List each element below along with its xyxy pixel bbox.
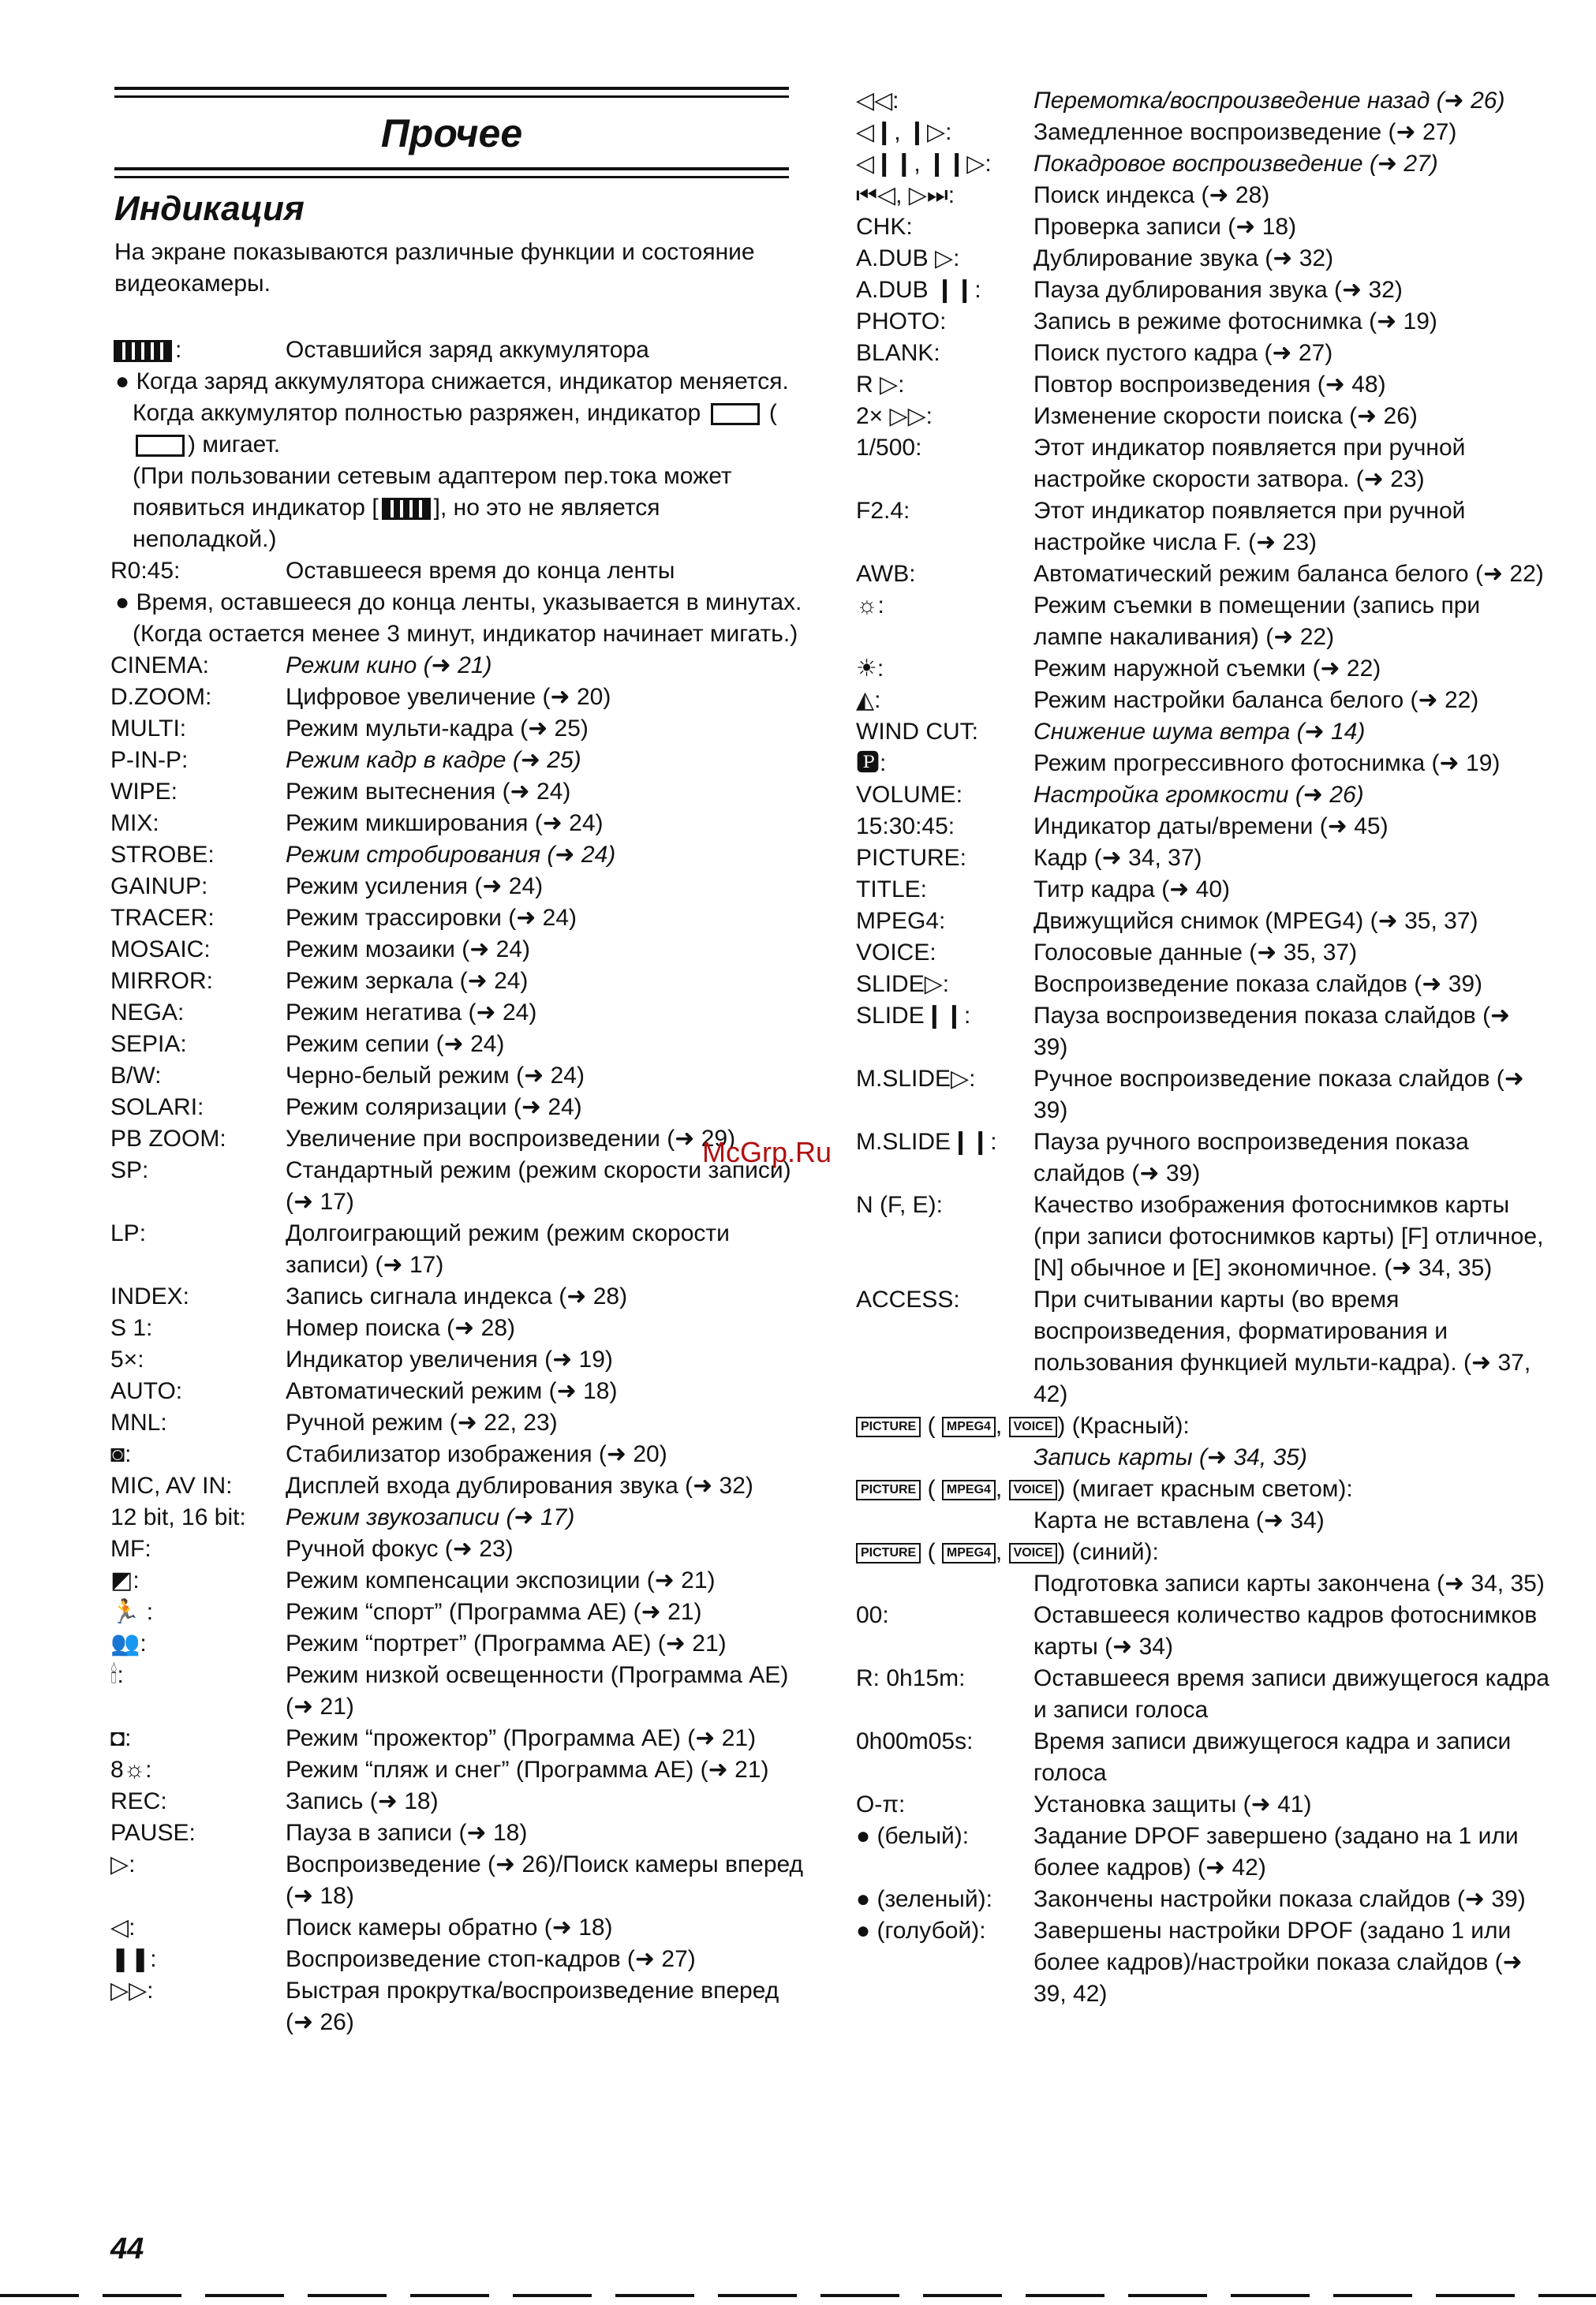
indicator-row: [856, 779, 1550, 811]
indicator-row: [110, 1092, 805, 1123]
indicator-description: Автоматический режим (➜ 18): [286, 1378, 618, 1404]
page-number: 44: [110, 2232, 144, 2266]
indicator-key: PHOTO:: [856, 308, 947, 334]
battery-note: (При пользовании сетевым адаптером пер.тока может появиться индикатор [ ], но это не является неполадкой.): [133, 463, 732, 552]
indicator-row: [856, 85, 1550, 117]
indicator-key: REC:: [110, 1788, 167, 1814]
indicator-key: A.DUB ❙❙:: [856, 277, 981, 303]
indicator-row: [110, 1218, 805, 1281]
card-indicator-head: PICTURE ( MPEG4 , VOICE ) (мигает красным светом):: [856, 1474, 1550, 1505]
indicator-key: ● (зеленый):: [856, 1886, 992, 1912]
indicator-description: Движущийся снимок (MPEG4) (➜ 35, 37): [1033, 908, 1478, 934]
indicator-key: ● (голубой):: [856, 1918, 986, 1944]
indicator-key: 8☼:: [110, 1757, 152, 1783]
indicator-row: [856, 653, 1550, 685]
indicator-key: WIND CUT:: [856, 719, 978, 745]
indicator-description: Запись сигнала индекса (➜ 28): [286, 1283, 628, 1309]
indicator-description: Режим микширования (➜ 24): [286, 810, 604, 836]
indicator-description: Снижение шума ветра (➜ 14): [1033, 719, 1366, 745]
picture-tag-icon: PICTURE: [856, 1543, 921, 1563]
mpeg-tag-icon: MPEG4: [942, 1480, 996, 1500]
indicator-key: 15:30:45:: [856, 813, 955, 839]
indicator-description: Режим “пляж и снег” (Программа AE) (➜ 21): [286, 1757, 769, 1783]
indicator-key: TITLE:: [856, 876, 928, 902]
indicator-row: [110, 713, 805, 745]
indicator-row: [856, 937, 1550, 969]
indicator-key: ❚❚:: [110, 1946, 157, 1972]
left-entries: [110, 650, 805, 2038]
indicator-key: ◁❙, ❙▷:: [856, 119, 952, 145]
indicator-description: Дисплей входа дублирования звука (➜ 32): [286, 1473, 753, 1499]
battery-label: Оставшийся заряд аккумулятора: [286, 337, 649, 363]
intro-text: На экране показываются различные функции и состояние видеокамеры.: [114, 239, 755, 297]
indicator-description: Увеличение при воспроизведении (➜ 29): [286, 1126, 736, 1152]
indicator-description: Перемотка/воспроизведение назад (➜ 26): [1033, 88, 1505, 114]
indicator-key: NEGA:: [110, 999, 185, 1025]
indicator-key: ☼:: [856, 592, 884, 618]
watermark: McGrp.Ru: [702, 1136, 832, 1168]
indicator-row: [110, 1628, 805, 1660]
indicator-description: Долгоиграющий режим (режим скорости записи) (➜ 17): [286, 1220, 730, 1278]
indicator-row: [856, 306, 1550, 338]
indicator-row: [856, 180, 1550, 211]
indicator-row: [856, 369, 1550, 401]
indicator-key: PICTURE:: [856, 845, 967, 871]
card-indicator-description: Запись карты (➜ 34, 35): [1033, 1444, 1307, 1470]
indicator-description: Режим сепии (➜ 24): [286, 1031, 505, 1057]
indicator-row: [856, 1663, 1550, 1726]
indicator-description: Режим компенсации экспозиции (➜ 21): [286, 1567, 716, 1593]
indicator-row: [856, 1789, 1550, 1821]
indicator-description: Пауза в записи (➜ 18): [286, 1820, 528, 1846]
indicator-key: ▷:: [110, 1851, 136, 1877]
indicator-description: Замедленное воспроизведение (➜ 27): [1033, 119, 1457, 145]
indicator-description: Режим усиления (➜ 24): [286, 873, 544, 899]
indicator-row: [856, 495, 1550, 559]
indicator-description: Покадровое воспроизведение (➜ 27): [1033, 151, 1438, 177]
indicator-key: ◙:: [110, 1441, 132, 1467]
indicator-key: D.ZOOM:: [110, 684, 212, 710]
indicator-row: [110, 1155, 805, 1218]
indicator-row: [856, 969, 1550, 1000]
card-indicator-head: PICTURE ( MPEG4 , VOICE ) (синий):: [856, 1537, 1550, 1568]
indicator-key: WIPE:: [110, 779, 178, 805]
indicator-row: [110, 1912, 805, 1944]
divider: [114, 95, 789, 98]
indicator-key: SLIDE❙❙:: [856, 1003, 971, 1029]
indicator-key: MIX:: [110, 810, 159, 836]
indicator-row: [110, 1376, 805, 1407]
indicator-key: SOLARI:: [110, 1094, 204, 1120]
battery-row: [110, 334, 805, 366]
indicator-row: [110, 1534, 805, 1565]
indicator-description: Дублирование звука (➜ 32): [1033, 245, 1334, 271]
subhead: Индикация: [114, 189, 305, 228]
indicator-key: B/W:: [110, 1063, 162, 1089]
indicator-key: ◩:: [110, 1567, 140, 1593]
indicator-key: S 1:: [110, 1315, 153, 1341]
picture-tag-icon: PICTURE: [856, 1480, 921, 1500]
indicator-key: MIC, AV IN:: [110, 1473, 233, 1499]
indicator-row: [856, 1190, 1550, 1284]
indicator-key: ◁◁:: [856, 88, 899, 114]
indicator-key: P-IN-P:: [110, 747, 189, 773]
indicator-description: Качество изображения фотоснимков карты (при записи фотоснимков карты) [F] отличное, [N] обычное и [E] экономичное. (➜ 34, 35): [1033, 1192, 1544, 1281]
indicator-row: [110, 1817, 805, 1849]
indicator-key: VOICE:: [856, 940, 936, 966]
divider: [114, 87, 789, 90]
card-entries: [856, 1410, 1550, 1600]
indicator-row: [110, 1470, 805, 1502]
indicator-row: [110, 1407, 805, 1439]
indicator-description: Воспроизведение показа слайдов (➜ 39): [1033, 971, 1483, 997]
indicator-row: [110, 1565, 805, 1597]
indicator-key: MF:: [110, 1536, 151, 1562]
indicator-key: SLIDE▷:: [856, 971, 950, 997]
indicator-row: [856, 906, 1550, 937]
voice-tag-icon: VOICE: [1009, 1480, 1058, 1500]
indicator-key: CINEMA:: [110, 652, 210, 678]
indicator-key: M.SLIDE▷:: [856, 1066, 976, 1092]
indicator-description: Завершены настройки DPOF (задано 1 или более кадров)/настройки показа слайдов (➜ 39, 42): [1033, 1918, 1523, 2007]
indicator-key: 🕯:: [110, 1662, 124, 1688]
indicator-row: [110, 1439, 805, 1470]
indicator-key: F2.4:: [856, 498, 910, 524]
indicator-description: Пауза воспроизведения показа слайдов (➜ 39): [1033, 1003, 1511, 1060]
indicator-key: AWB:: [856, 561, 916, 587]
indicator-description: Проверка записи (➜ 18): [1033, 214, 1297, 240]
indicator-row: [110, 839, 805, 871]
voice-tag-icon: VOICE: [1009, 1417, 1058, 1437]
battery-empty-icon: [711, 403, 760, 425]
indicator-key: ● (белый):: [856, 1823, 970, 1849]
indicator-row: [856, 117, 1550, 148]
indicator-key: PAUSE:: [110, 1820, 196, 1846]
picture-tag-icon: PICTURE: [856, 1417, 921, 1437]
indicator-row: [110, 1975, 805, 2038]
indicator-row: [110, 902, 805, 934]
divider: [114, 167, 789, 170]
indicator-row: [110, 1344, 805, 1376]
indicator-key: 🏃 :: [110, 1599, 154, 1625]
indicator-description: Настройка громкости (➜ 26): [1033, 782, 1364, 808]
indicator-row: [110, 776, 805, 808]
indicator-key: MNL:: [110, 1410, 167, 1436]
indicator-description: Режим “спорт” (Программа AE) (➜ 21): [286, 1599, 702, 1625]
indicator-description: Режим настройки баланса белого (➜ 22): [1033, 687, 1479, 713]
indicator-description: Этот индикатор появляется при ручной настройке числа F. (➜ 23): [1033, 498, 1466, 555]
indicator-description: Режим “портрет” (Программа AE) (➜ 21): [286, 1631, 727, 1657]
indicator-row: [110, 1849, 805, 1912]
indicator-row: [856, 275, 1550, 306]
indicator-description: Стабилизатор изображения (➜ 20): [286, 1441, 667, 1467]
indicator-row: [856, 243, 1550, 275]
indicator-row: [110, 966, 805, 997]
indicator-description: Режим трассировки (➜ 24): [286, 905, 577, 931]
indicator-row: [110, 1123, 805, 1155]
battery-icon: :: [110, 334, 286, 366]
indicator-row: [110, 745, 805, 776]
indicator-row: [856, 1126, 1550, 1190]
indicator-row: [110, 682, 805, 713]
indicator-row: [110, 808, 805, 839]
indicator-description: Режим прогрессивного фотоснимка (➜ 19): [1033, 750, 1501, 776]
indicator-row: [110, 1597, 805, 1628]
indicator-description: Ручной режим (➜ 22, 23): [286, 1410, 558, 1436]
indicator-key: PB ZOOM:: [110, 1126, 226, 1152]
indicator-row: [110, 1281, 805, 1313]
indicator-description: Режим кадр в кадре (➜ 25): [286, 747, 581, 773]
indicator-key: ACCESS:: [856, 1287, 960, 1313]
indicator-row: [856, 716, 1550, 748]
bottom-rule: [0, 2294, 1596, 2297]
indicator-key: ⏮◁, ▷⏭:: [856, 182, 955, 208]
right-entries: [856, 85, 1550, 1410]
indicator-key: 2× ▷▷:: [856, 403, 933, 429]
indicator-key: MPEG4:: [856, 908, 946, 934]
indicator-description: Задание DPOF завершено (задано на 1 или более кадров) (➜ 42): [1033, 1823, 1519, 1881]
indicator-key: ◭:: [856, 687, 881, 713]
indicator-row: [110, 650, 805, 682]
indicator-description: Время записи движущегося кадра и записи голоса: [1033, 1728, 1512, 1786]
indicator-key: MULTI:: [110, 715, 187, 742]
tape-row: [110, 555, 805, 587]
indicator-description: Режим “прожектор” (Программа AE) (➜ 21): [286, 1725, 757, 1751]
indicator-description: Голосовые данные (➜ 35, 37): [1033, 940, 1358, 966]
indicator-description: Номер поиска (➜ 28): [286, 1315, 515, 1341]
indicator-row: [856, 874, 1550, 906]
indicator-description: Черно-белый режим (➜ 24): [286, 1063, 585, 1089]
indicator-description: Оставшееся количество кадров фотоснимков карты (➜ 34): [1033, 1602, 1538, 1660]
indicator-description: Режим звукозаписи (➜ 17): [286, 1504, 575, 1530]
indicator-description: Режим мозаики (➜ 24): [286, 936, 531, 962]
indicator-description: Быстрая прокрутка/воспроизведение вперед (➜ 26): [286, 1978, 779, 2035]
indicator-row: [110, 997, 805, 1029]
indicator-key: 1/500:: [856, 435, 922, 461]
indicator-description: Пауза дублирования звука (➜ 32): [1033, 277, 1403, 303]
indicator-key: GAINUP:: [110, 873, 208, 899]
indicator-row: [856, 1063, 1550, 1126]
indicator-row: [110, 1754, 805, 1786]
indicator-key: BLANK:: [856, 340, 940, 366]
indicator-description: Режим зеркала (➜ 24): [286, 968, 529, 994]
section-title: Прочее: [380, 111, 523, 155]
indicator-row: [856, 842, 1550, 874]
indicator-description: Режим съемки в помещении (запись при лампе накаливания) (➜ 22): [1033, 592, 1481, 650]
indicator-row: [110, 1060, 805, 1092]
indicator-row: [856, 1600, 1550, 1663]
indicator-row: [856, 559, 1550, 590]
card-indicator-head: PICTURE ( MPEG4 , VOICE ) (Красный):: [856, 1410, 1550, 1442]
indicator-description: Автоматический режим баланса белого (➜ 22): [1033, 561, 1544, 587]
indicator-description: Режим стробирования (➜ 24): [286, 842, 616, 868]
indicator-row: [856, 1000, 1550, 1063]
indicator-description: Оставшееся время записи движущегося кадра и записи голоса: [1033, 1665, 1549, 1723]
indicator-key: M.SLIDE❙❙:: [856, 1129, 997, 1155]
indicator-key: SP:: [110, 1157, 149, 1183]
left-column: [110, 334, 805, 2038]
indicator-key: ◘:: [110, 1725, 132, 1751]
indicator-key: MIRROR:: [110, 968, 213, 994]
indicator-description: Титр кадра (➜ 40): [1033, 876, 1231, 902]
indicator-row: [110, 1313, 805, 1344]
indicator-row: [856, 211, 1550, 243]
indicator-row: [110, 1029, 805, 1060]
indicator-description: Запись в режиме фотоснимка (➜ 19): [1033, 308, 1437, 334]
indicator-row: [110, 1944, 805, 1975]
indicator-key: ◁❙❙, ❙❙▷:: [856, 151, 992, 177]
indicator-description: Воспроизведение (➜ 26)/Поиск камеры вперед (➜ 18): [286, 1851, 804, 1909]
indicator-row: [856, 1284, 1550, 1410]
indicator-key: TRACER:: [110, 905, 215, 931]
indicator-description: Запись (➜ 18): [286, 1788, 439, 1814]
indicator-row: [856, 338, 1550, 369]
indicator-row: [856, 1726, 1550, 1789]
indicator-description: Индикатор даты/времени (➜ 45): [1033, 813, 1389, 839]
indicator-key: R ▷:: [856, 372, 905, 398]
indicator-description: Поиск индекса (➜ 28): [1033, 182, 1270, 208]
indicator-description: Цифровое увеличение (➜ 20): [286, 684, 611, 710]
indicator-key: 00:: [856, 1602, 889, 1628]
indicator-description: Повтор воспроизведения (➜ 48): [1033, 372, 1386, 398]
indicator-description: Пауза ручного воспроизведения показа слайдов (➜ 39): [1033, 1129, 1469, 1186]
mpeg-tag-icon: MPEG4: [942, 1543, 996, 1563]
indicator-key: ☀:: [856, 656, 884, 682]
indicator-key: 5×:: [110, 1347, 144, 1373]
indicator-key: CHK:: [856, 214, 913, 240]
right-entries-2: [856, 1600, 1550, 2010]
indicator-key: LP:: [110, 1220, 147, 1246]
mpeg-tag-icon: MPEG4: [942, 1417, 996, 1437]
indicator-row: [856, 685, 1550, 716]
tape-bullet: ● Время, оставшееся до конца ленты, указывается в минутах. (Когда остается менее 3 минут, индикатор начинает мигать.): [115, 589, 802, 647]
tape-key: R0:45:: [110, 558, 181, 584]
indicator-key: A.DUB ▷:: [856, 245, 960, 271]
indicator-key: R: 0h15m:: [856, 1665, 966, 1691]
indicator-key: 👥:: [110, 1631, 147, 1657]
indicator-row: [856, 432, 1550, 495]
indicator-row: [110, 1660, 805, 1723]
indicator-description: Режим низкой освещенности (Программа AE) (➜ 21): [286, 1662, 789, 1720]
indicator-description: Этот индикатор появляется при ручной настройке скорости затвора. (➜ 23): [1033, 435, 1466, 492]
battery-icon: [382, 498, 431, 520]
right-column: [856, 85, 1550, 2010]
indicator-description: Ручной фокус (➜ 23): [286, 1536, 514, 1562]
indicator-key: 12 bit, 16 bit:: [110, 1504, 246, 1530]
indicator-key: INDEX:: [110, 1283, 190, 1309]
card-indicator-description: Карта не вставлена (➜ 34): [1033, 1507, 1325, 1534]
indicator-description: Режим негатива (➜ 24): [286, 999, 537, 1025]
indicator-description: Поиск пустого кадра (➜ 27): [1033, 340, 1333, 366]
indicator-description: Режим наружной съемки (➜ 22): [1033, 656, 1381, 682]
battery-bullet: ● Когда заряд аккумулятора снижается, индикатор меняется. Когда аккумулятор полностью разряжен, индикатор () мигает.: [115, 368, 789, 458]
indicator-row: [110, 1786, 805, 1817]
indicator-row: [856, 148, 1550, 180]
indicator-description: Закончены настройки показа слайдов (➜ 39): [1033, 1886, 1526, 1912]
indicator-description: Режим кино (➜ 21): [286, 652, 492, 678]
indicator-key: O‑π:: [856, 1791, 906, 1817]
indicator-row: [110, 1502, 805, 1534]
indicator-key: MOSAIC:: [110, 936, 211, 962]
indicator-description: Воспроизведение стоп-кадров (➜ 27): [286, 1946, 696, 1972]
indicator-row: [856, 401, 1550, 432]
battery-empty-icon: [136, 435, 185, 457]
indicator-key: AUTO:: [110, 1378, 183, 1404]
indicator-description: Изменение скорости поиска (➜ 26): [1033, 403, 1418, 429]
indicator-description: Режим мульти-кадра (➜ 25): [286, 715, 589, 742]
indicator-key: 🅿:: [856, 750, 887, 776]
indicator-description: Индикатор увеличения (➜ 19): [286, 1347, 613, 1373]
indicator-row: [856, 1821, 1550, 1884]
indicator-key: VOLUME:: [856, 782, 963, 808]
indicator-key: ◁:: [110, 1915, 136, 1941]
indicator-description: Установка защиты (➜ 41): [1033, 1791, 1312, 1817]
indicator-description: Кадр (➜ 34, 37): [1033, 845, 1202, 871]
indicator-row: [856, 1915, 1550, 2010]
indicator-row: [856, 590, 1550, 653]
indicator-row: [856, 748, 1550, 779]
indicator-description: При считывании карты (во время воспроизведения, форматирования и пользования функцией мульти-кадра). (➜ 37, 42): [1033, 1287, 1531, 1407]
card-indicator-description: Подготовка записи карты закончена (➜ 34, 35): [1033, 1571, 1545, 1597]
indicator-row: [110, 1723, 805, 1754]
indicator-description: Ручное воспроизведение показа слайдов (➜ 39): [1033, 1066, 1524, 1123]
indicator-description: Режим вытеснения (➜ 24): [286, 779, 571, 805]
mid-rules: [114, 167, 789, 184]
voice-tag-icon: VOICE: [1009, 1543, 1058, 1563]
indicator-row: [856, 811, 1550, 842]
indicator-key: 0h00m05s:: [856, 1728, 974, 1754]
indicator-description: Поиск камеры обратно (➜ 18): [286, 1915, 613, 1941]
indicator-key: STROBE:: [110, 842, 215, 868]
indicator-key: ▷▷:: [110, 1978, 154, 2004]
tape-label: Оставшееся время до конца ленты: [286, 558, 675, 584]
indicator-row: [110, 871, 805, 902]
indicator-row: [110, 934, 805, 966]
indicator-description: Стандартный режим (режим скорости записи) (➜ 17): [286, 1157, 791, 1215]
indicator-description: Режим соляризации (➜ 24): [286, 1094, 582, 1120]
top-rules: [114, 87, 789, 103]
indicator-key: SEPIA:: [110, 1031, 187, 1057]
indicator-key: N (F, E):: [856, 1192, 943, 1218]
divider: [114, 176, 789, 178]
indicator-row: [856, 1884, 1550, 1915]
